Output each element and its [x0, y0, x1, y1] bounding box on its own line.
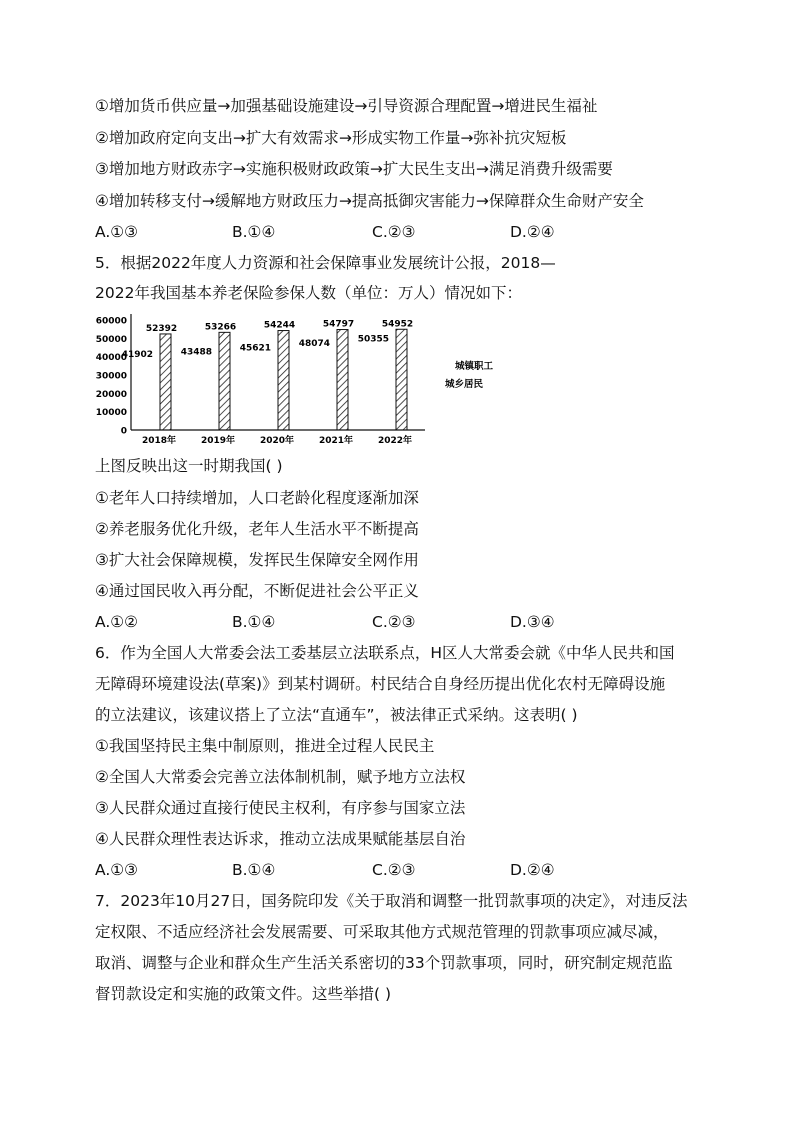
x-tick-label: 2021年 — [318, 436, 354, 446]
x-axis — [131, 430, 425, 446]
q4-options — [95, 221, 735, 243]
q4-item-3: ③增加地方财政赤字→实施积极财政政策→扩大民生支出→满足消费升级需要 — [95, 160, 613, 178]
bars — [122, 319, 413, 430]
data-label-urban-rural-resident: 52392 — [145, 323, 178, 334]
q5-item-3: ③扩大社会保障规模，发挥民生保障安全网作用 — [95, 551, 419, 569]
y-tick-label: 0 — [120, 426, 127, 437]
y-tick-label: 60000 — [95, 316, 127, 327]
q7-stem-line-1: 7．2023年10月27日，国务院印发《关于取消和调整一批罚款事项的决定》，对违反法 — [95, 892, 688, 910]
y-tick-label: 10000 — [95, 408, 127, 419]
q6-item-2: ②全国人大常委会完善立法体制机制，赋予地方立法权 — [95, 768, 466, 786]
legend — [445, 360, 494, 390]
q4-option-d[interactable]: D.②④ — [510, 223, 555, 241]
q4-item-1: ①增加货币供应量→加强基础设施建设→引导资源合理配置→增进民生福祉 — [95, 97, 598, 115]
q6-option-b[interactable]: B.①④ — [232, 861, 276, 879]
q5-option-a[interactable]: A.①② — [95, 613, 139, 631]
q4-option-a[interactable]: A.①③ — [95, 223, 139, 241]
legend-label-urban-rural-resident: 城乡居民 — [445, 379, 484, 390]
q6-item-1: ①我国坚持民主集中制原则，推进全过程人民民主 — [95, 737, 435, 755]
q5-item-4: ④通过国民收入再分配，不断促进社会公平正义 — [95, 582, 419, 600]
q5-option-b[interactable]: B.①④ — [232, 613, 276, 631]
q6-option-c[interactable]: C.②③ — [372, 861, 416, 879]
q4-option-b[interactable]: B.①④ — [232, 223, 276, 241]
q4-item-2: ②增加政府定向支出→扩大有效需求→形成实物工作量→弥补抗灾短板 — [95, 129, 567, 147]
legend-label-urban-employee: 城镇职工 — [455, 361, 494, 372]
q6-stem-line-3: 的立法建议，该建议搭上了立法“直通车”，被法律正式采纳。这表明( ) — [95, 706, 578, 724]
bar-urban-rural-resident — [337, 330, 348, 430]
data-label-urban-employee: 43488 — [180, 347, 212, 358]
data-label-urban-rural-resident: 53266 — [204, 322, 237, 333]
x-tick-label: 2020年 — [259, 436, 295, 446]
data-label-urban-rural-resident: 54244 — [263, 320, 296, 331]
q7-stem-line-3: 取消、调整与企业和群众生产生活关系密切的33个罚款事项，同时，研究制定规范监 — [95, 954, 673, 972]
x-tick-label: 2019年 — [200, 436, 236, 446]
q5-item-2: ②养老服务优化升级，老年人生活水平不断提高 — [95, 520, 419, 538]
q6-option-d[interactable]: D.②④ — [510, 861, 555, 879]
data-label-urban-employee: 41902 — [121, 350, 153, 361]
q6-options — [95, 859, 735, 881]
q5-option-d[interactable]: D.③④ — [510, 613, 555, 631]
bar-urban-rural-resident — [396, 329, 407, 430]
q5-after-chart: 上图反映出这一时期我国( ) — [95, 457, 283, 475]
data-label-urban-rural-resident: 54797 — [322, 319, 355, 330]
data-label-urban-rural-resident: 54952 — [381, 319, 414, 330]
y-tick-label: 20000 — [95, 389, 127, 400]
pension-insurance-bar-chart — [95, 306, 535, 448]
y-axis — [96, 314, 131, 437]
q7-stem-line-2: 定权限、不适应经济社会发展需要、可采取其他方式规范管理的罚款事项应减尽减， — [95, 923, 669, 941]
data-label-urban-employee: 50355 — [357, 334, 389, 345]
data-label-urban-employee: 48074 — [298, 338, 330, 349]
q5-options — [95, 611, 735, 633]
y-tick-label: 30000 — [95, 371, 127, 382]
q5-item-1: ①老年人口持续增加，人口老龄化程度逐渐加深 — [95, 489, 419, 507]
q4-item-4: ④增加转移支付→缓解地方财政压力→提高抵御灾害能力→保障群众生命财产安全 — [95, 192, 644, 210]
q6-item-4: ④人民群众理性表达诉求，推动立法成果赋能基层自治 — [95, 830, 466, 848]
bar-urban-rural-resident — [160, 334, 171, 430]
data-label-urban-employee: 45621 — [239, 343, 271, 354]
y-tick-label: 50000 — [95, 334, 127, 345]
q6-item-3: ③人民群众通过直接行使民主权利，有序参与国家立法 — [95, 799, 466, 817]
q7-stem-line-4: 督罚款设定和实施的政策文件。这些举措( ) — [95, 985, 392, 1003]
q6-stem-line-1: 6．作为全国人大常委会法工委基层立法联系点，H区人大常委会就《中华人民共和国 — [95, 644, 675, 662]
bar-urban-rural-resident — [278, 331, 289, 430]
y-tick-label: 40000 — [95, 353, 127, 364]
q4-option-c[interactable]: C.②③ — [372, 223, 416, 241]
x-tick-label: 2018年 — [141, 436, 177, 446]
q5-stem-line-1: 5．根据2022年度人力资源和社会保障事业发展统计公报，2018— — [95, 254, 556, 272]
q5-stem-line-2: 2022年我国基本养老保险参保人数（单位：万人）情况如下： — [95, 284, 522, 302]
q6-stem-line-2: 无障碍环境建设法(草案)》到某村调研。村民结合自身经历提出优化农村无障碍设施 — [95, 675, 666, 693]
q5-option-c[interactable]: C.②③ — [372, 613, 416, 631]
x-tick-label: 2022年 — [377, 436, 413, 446]
bar-urban-rural-resident — [219, 332, 230, 430]
q6-option-a[interactable]: A.①③ — [95, 861, 139, 879]
